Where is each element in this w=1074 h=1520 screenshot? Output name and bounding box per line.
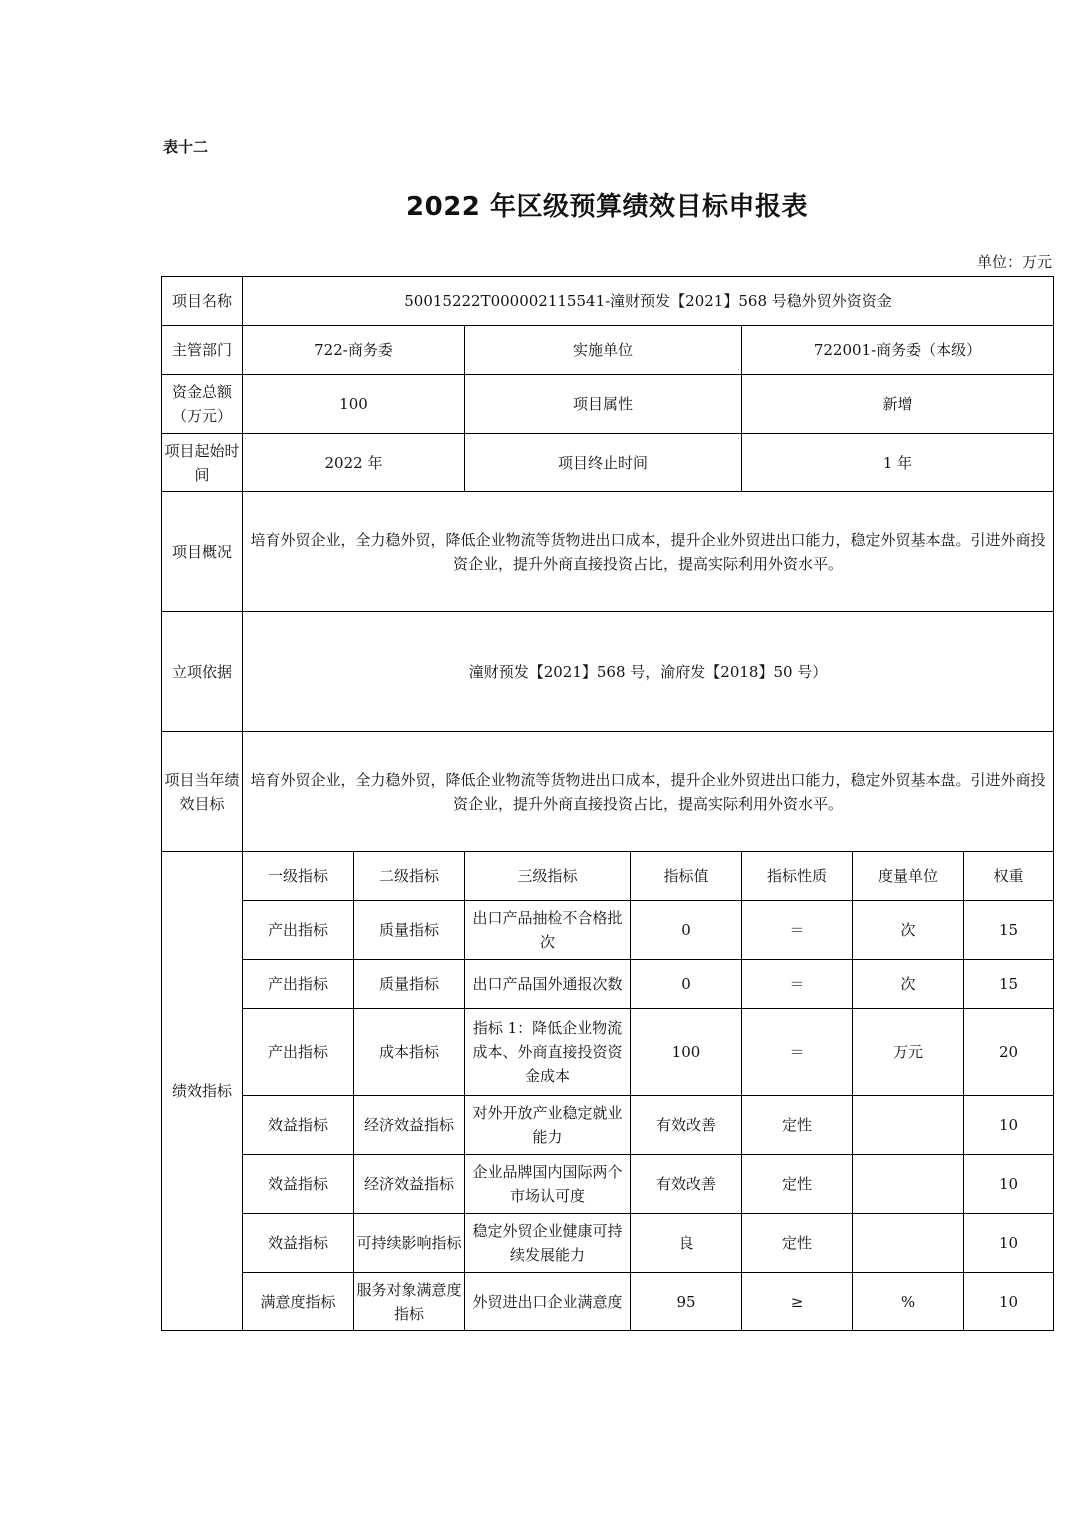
- level3-cell: 对外开放产业稳定就业能力: [465, 1096, 631, 1155]
- indicator-header-row: [162, 852, 1054, 901]
- weight-cell: 10: [964, 1214, 1054, 1273]
- unit-label: 单位：万元: [976, 253, 1052, 271]
- level2-cell: 质量指标: [354, 901, 465, 960]
- value-cell: 95: [631, 1273, 742, 1331]
- basis-label: 立项依据: [162, 612, 243, 732]
- level2-cell: 成本指标: [354, 1009, 465, 1096]
- level3-cell: 出口产品抽检不合格批次: [465, 901, 631, 960]
- level3-cell: 外贸进出口企业满意度: [465, 1273, 631, 1331]
- nature-cell: 定性: [742, 1096, 853, 1155]
- level2-cell: 可持续影响指标: [354, 1214, 465, 1273]
- level3-cell: 企业品牌国内国际两个市场认可度: [465, 1155, 631, 1214]
- dept-value: 722-商务委: [243, 326, 465, 375]
- impl-unit-label: 实施单位: [465, 326, 742, 375]
- impl-unit-value: 722001-商务委（本级）: [742, 326, 1054, 375]
- header-unit: 度量单位: [853, 852, 964, 901]
- level1-cell: 满意度指标: [243, 1273, 354, 1331]
- page-title: 2022 年区级预算绩效目标申报表: [406, 192, 808, 222]
- dept-label: 主管部门: [162, 326, 243, 375]
- fund-total-value: 100: [243, 375, 465, 434]
- project-name-label: 项目名称: [162, 277, 243, 326]
- level2-cell: 质量指标: [354, 960, 465, 1009]
- nature-cell: 定性: [742, 1214, 853, 1273]
- goal-row: [162, 732, 1054, 852]
- basis-row: [162, 612, 1054, 732]
- table-row: [162, 1009, 1054, 1096]
- fund-total-label: 资金总额（万元）: [162, 375, 243, 434]
- level1-cell: 产出指标: [243, 1009, 354, 1096]
- value-cell: 0: [631, 901, 742, 960]
- project-name-row: [162, 277, 1054, 326]
- header-level3: 三级指标: [465, 852, 631, 901]
- table-number: 表十二: [163, 138, 209, 156]
- nature-cell: ＝: [742, 1009, 853, 1096]
- level2-cell: 经济效益指标: [354, 1096, 465, 1155]
- time-row: [162, 434, 1054, 492]
- unit-cell: 万元: [853, 1009, 964, 1096]
- end-time-value: 1 年: [742, 434, 1054, 492]
- value-cell: 有效改善: [631, 1155, 742, 1214]
- table-row: [162, 1273, 1054, 1331]
- table-row: [162, 1096, 1054, 1155]
- nature-cell: ＝: [742, 960, 853, 1009]
- header-level2: 二级指标: [354, 852, 465, 901]
- header-level1: 一级指标: [243, 852, 354, 901]
- weight-cell: 15: [964, 960, 1054, 1009]
- table-row: [162, 1214, 1054, 1273]
- indicator-section-label: 绩效指标: [162, 852, 243, 1331]
- nature-cell: ≥: [742, 1273, 853, 1331]
- fund-row: [162, 375, 1054, 434]
- goal-label: 项目当年绩效目标: [162, 732, 243, 852]
- unit-cell: [853, 1214, 964, 1273]
- weight-cell: 10: [964, 1155, 1054, 1214]
- level1-cell: 产出指标: [243, 960, 354, 1009]
- start-time-label: 项目起始时间: [162, 434, 243, 492]
- value-cell: 有效改善: [631, 1096, 742, 1155]
- level2-cell: 服务对象满意度指标: [354, 1273, 465, 1331]
- level3-cell: 指标 1：降低企业物流成本、外商直接投资资金成本: [465, 1009, 631, 1096]
- weight-cell: 10: [964, 1273, 1054, 1331]
- unit-cell: [853, 1155, 964, 1214]
- table-row: [162, 1155, 1054, 1214]
- end-time-label: 项目终止时间: [465, 434, 742, 492]
- value-cell: 0: [631, 960, 742, 1009]
- nature-cell: ＝: [742, 901, 853, 960]
- budget-performance-table: [161, 276, 1054, 1331]
- overview-value: 培育外贸企业，全力稳外贸，降低企业物流等货物进出口成本，提升企业外贸进出口能力，稳定外贸基本盘。引进外商投资企业，提升外商直接投资占比，提高实际利用外资水平。: [243, 492, 1054, 612]
- level1-cell: 效益指标: [243, 1155, 354, 1214]
- level2-cell: 经济效益指标: [354, 1155, 465, 1214]
- level1-cell: 产出指标: [243, 901, 354, 960]
- weight-cell: 20: [964, 1009, 1054, 1096]
- unit-cell: 次: [853, 960, 964, 1009]
- level3-cell: 出口产品国外通报次数: [465, 960, 631, 1009]
- header-weight: 权重: [964, 852, 1054, 901]
- overview-row: [162, 492, 1054, 612]
- level1-cell: 效益指标: [243, 1096, 354, 1155]
- project-name-value: 50015222T000002115541-潼财预发【2021】568 号稳外贸外资资金: [243, 277, 1054, 326]
- table-row: [162, 901, 1054, 960]
- project-attr-value: 新增: [742, 375, 1054, 434]
- start-time-value: 2022 年: [243, 434, 465, 492]
- header-value: 指标值: [631, 852, 742, 901]
- overview-label: 项目概况: [162, 492, 243, 612]
- department-row: [162, 326, 1054, 375]
- weight-cell: 15: [964, 901, 1054, 960]
- weight-cell: 10: [964, 1096, 1054, 1155]
- project-attr-label: 项目属性: [465, 375, 742, 434]
- value-cell: 100: [631, 1009, 742, 1096]
- basis-value: 潼财预发【2021】568 号，渝府发【2018】50 号）: [243, 612, 1054, 732]
- header-nature: 指标性质: [742, 852, 853, 901]
- goal-value: 培育外贸企业，全力稳外贸，降低企业物流等货物进出口成本，提升企业外贸进出口能力，稳定外贸基本盘。引进外商投资企业，提升外商直接投资占比，提高实际利用外资水平。: [243, 732, 1054, 852]
- level3-cell: 稳定外贸企业健康可持续发展能力: [465, 1214, 631, 1273]
- unit-cell: %: [853, 1273, 964, 1331]
- unit-cell: 次: [853, 901, 964, 960]
- value-cell: 良: [631, 1214, 742, 1273]
- unit-cell: [853, 1096, 964, 1155]
- level1-cell: 效益指标: [243, 1214, 354, 1273]
- table-row: [162, 960, 1054, 1009]
- nature-cell: 定性: [742, 1155, 853, 1214]
